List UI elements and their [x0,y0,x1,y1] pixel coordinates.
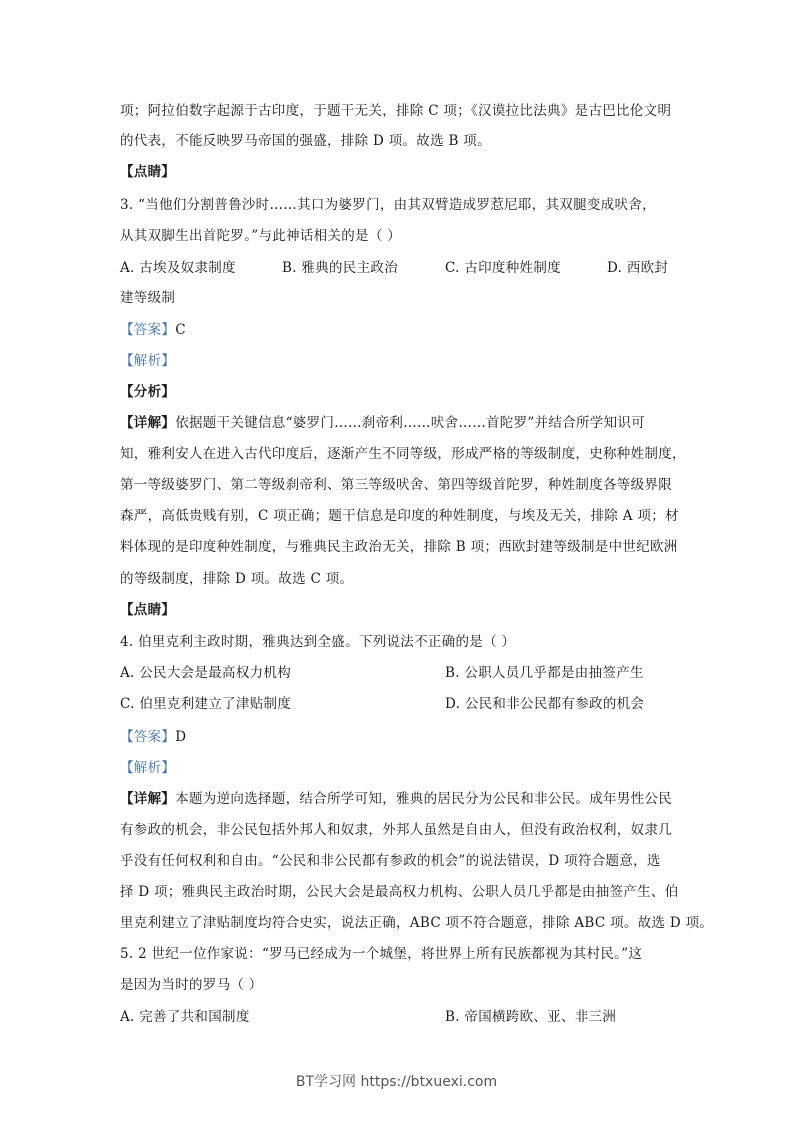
question-3-detail: 料体现的是印度种姓制度，与雅典民主政治无关，排除 B 项；西欧封建等级制是中世纪欧洲 [120,539,678,555]
question-3-stem: 从其双脚生出首陀罗。”与此神话相关的是（ ） [120,228,402,244]
analysis-label: 【解析】 [120,353,176,369]
question-3-detail: 森严，高低贵贱有别，C 项正确；题干信息是印度的种姓制度，与埃及无关，排除 A 项；材 [120,508,679,524]
question-3-detail: 的等级制度，排除 D 项。故选 C 项。 [120,571,354,587]
analysis-label: 【解析】 [120,760,176,776]
fenxi-label: 【分析】 [120,384,176,400]
question-3-option-d: D. 西欧封 [607,260,669,276]
question-3-stem: 3. “当他们分割普鲁沙时……其口为婆罗门，由其双臂造成罗惹尼耶，其双腿变成吠舍， [120,197,656,213]
question-4-detail: 里克利建立了津贴制度均符合史实，说法正确，ABC 项不符合题意，排除 ABC 项。故选 D 项。 [120,915,714,931]
question-4-option-a: A. 公民大会是最高权力机构 [120,665,292,681]
question-5-option-a: A. 完善了共和国制度 [120,1009,250,1025]
question-5-option-b: B. 帝国横跨欧、亚、非三洲 [445,1009,617,1025]
question-4-detail [120,789,672,809]
question-3-option-d-continued: 建等级制 [120,290,176,306]
question-3-detail: 知，雅利安人在进入古代印度后，逐渐产生不同等级，形成严格的等级制度，史称种姓制度， [120,446,686,462]
question-3-detail [120,413,645,433]
dianjing-heading: 【点睛】 [120,602,176,618]
detail-label: 【详解】 [120,415,176,431]
paragraph-line: 的代表，不能反映罗马帝国的强盛，排除 D 项。故选 B 项。 [120,133,491,149]
detail-text: 本题为逆向选择题，结合所学可知，雅典的居民分为公民和非公民。成年男性公民 [175,791,673,807]
question-4-option-b: B. 公职人员几乎都是由抽签产生 [445,665,644,681]
question-5-stem: 5. 2 世纪一位作家说：“罗马已经成为一个城堡，将世界上所有民族都视为其村民。”这 [120,946,643,962]
question-4-detail: 择 D 项；雅典民主政治时期，公民大会是最高权力机构、公职人员几乎都是由抽签产生、伯 [120,884,679,900]
answer-value: C [175,322,186,338]
question-3-option-a: A. 古埃及奴隶制度 [120,260,236,276]
footer-watermark: BT学习网 https://btxuexi.com [295,1074,498,1090]
question-3-option-c: C. 古印度种姓制度 [445,260,561,276]
question-4-option-c: C. 伯里克利建立了津贴制度 [120,696,292,712]
question-5-stem: 是因为当时的罗马（ ） [120,977,263,993]
detail-text: 依据题干关键信息“婆罗门……刹帝利……吠舍……首陀罗”并结合所学知识可 [175,415,646,431]
question-4-detail: 乎没有任何权利和自由。“公民和非公民都有参政的机会”的说法错误，D 项符合题意，选 [120,853,661,869]
answer-value: D [175,729,187,745]
answer-label: 【答案】 [120,322,176,338]
question-4-answer [120,727,186,747]
question-3-answer [120,320,186,340]
question-4-option-d: D. 公民和非公民都有参政的机会 [445,696,645,712]
answer-label: 【答案】 [120,729,176,745]
question-3-option-b: B. 雅典的民主政治 [282,260,399,276]
question-4-stem: 4. 伯里克利主政时期，雅典达到全盛。下列说法不正确的是（ ） [120,634,516,650]
question-4-detail: 有参政的机会，非公民包括外邦人和奴隶，外邦人虽然是自由人，但没有政治权利，奴隶几 [120,822,672,838]
question-3-detail: 第一等级婆罗门、第二等级刹帝利、第三等级吠舍、第四等级首陀罗，种姓制度各等级界限 [120,477,672,493]
dianjing-heading: 【点睛】 [120,164,176,180]
detail-label: 【详解】 [120,791,176,807]
paragraph-line: 项；阿拉伯数字起源于古印度，于题干无关，排除 C 项；《汉谟拉比法典》是古巴比伦文明 [120,103,672,119]
